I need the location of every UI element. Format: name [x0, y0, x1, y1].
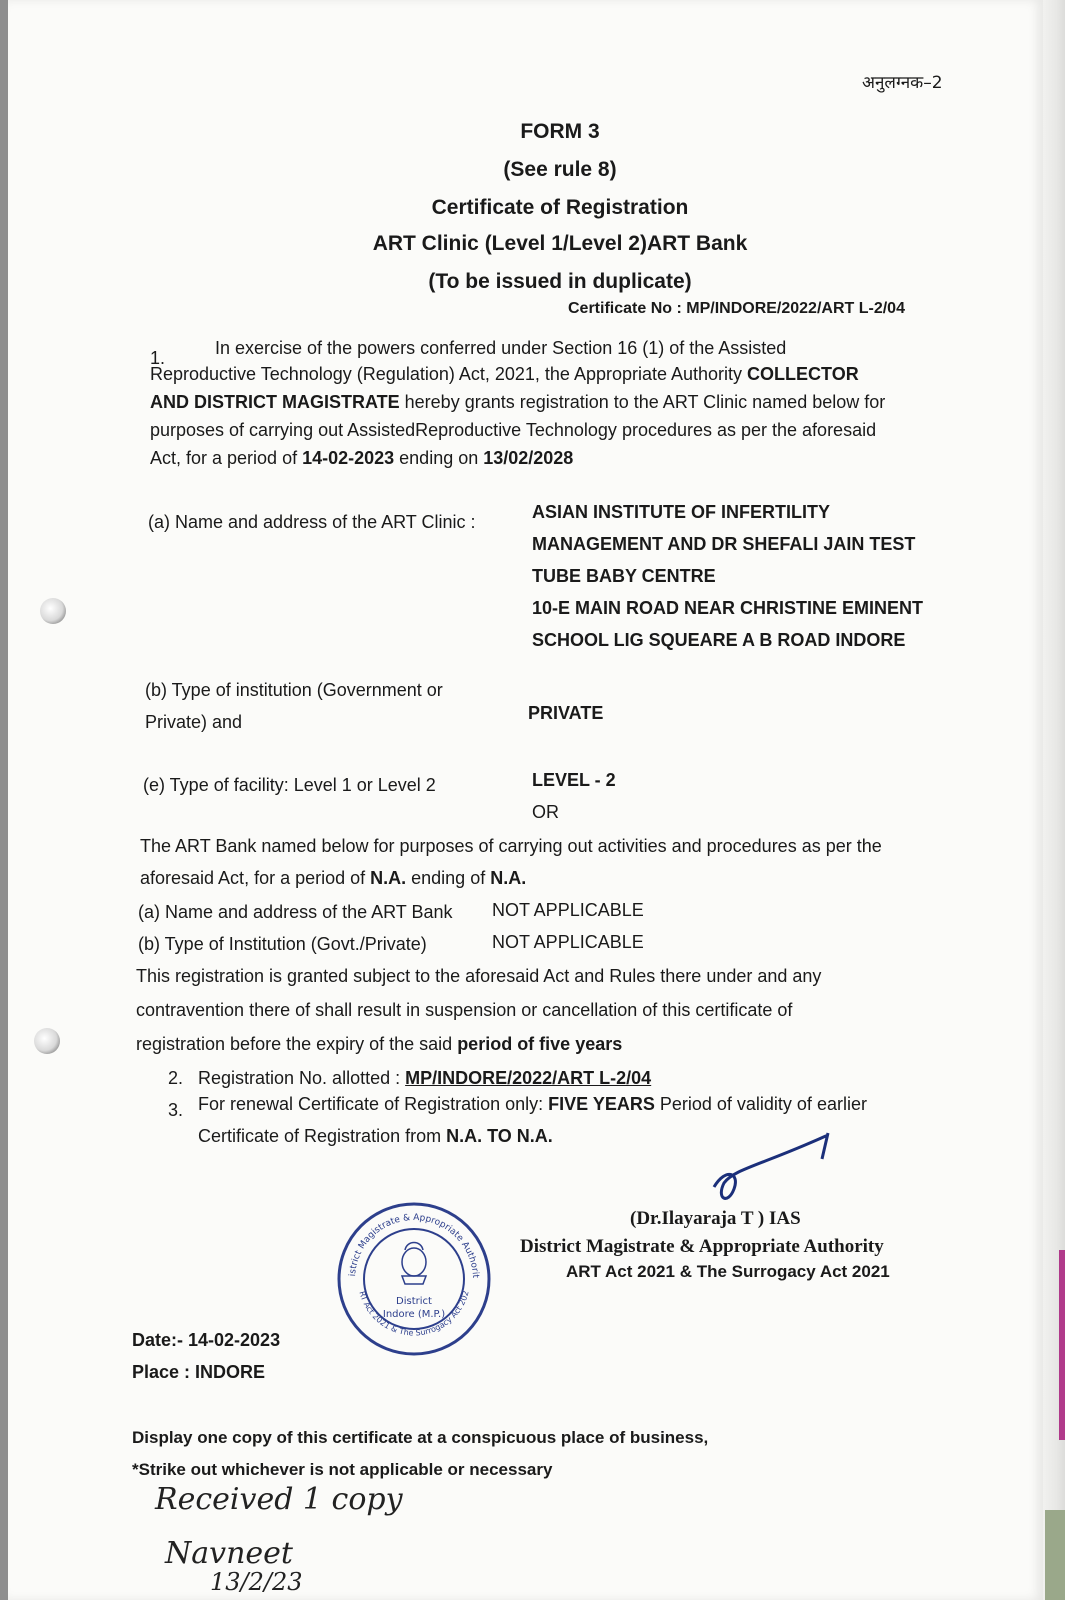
clinic-name-line: ASIAN INSTITUTE OF INFERTILITY: [532, 502, 830, 522]
bank-period-mid: ending of: [406, 868, 491, 888]
facility-type-value: LEVEL - 2: [532, 770, 616, 790]
para1-line3: [150, 392, 885, 413]
clinic-address-line: SCHOOL LIG SQUEARE A B ROAD INDORE: [532, 630, 906, 650]
handwritten-received: Received 1 copy: [155, 1482, 403, 1517]
punch-hole-top: [40, 598, 66, 624]
renewal-validity: FIVE YEARS: [548, 1094, 655, 1114]
or-label: OR: [532, 802, 559, 822]
item3-line2: [198, 1126, 553, 1147]
display-note: Display one copy of this certificate at a conspicuous place of business,: [132, 1428, 709, 1447]
bank-period-end: N.A.: [490, 868, 527, 888]
signatory-acts: ART Act 2021 & The Surrogacy Act 2021: [566, 1262, 890, 1281]
conditions-line3: [136, 1034, 622, 1055]
bank-type-value: NOT APPLICABLE: [492, 932, 644, 952]
seal-center-line2: Indore (M.P.): [382, 1309, 446, 1320]
duplicate-note: (To be issued in duplicate): [428, 270, 692, 293]
para1-number: 1.: [150, 348, 166, 368]
registration-no-label: Registration No. allotted :: [198, 1068, 406, 1088]
validity-period: period of five years: [457, 1034, 623, 1054]
issue-date: Date:- 14-02-2023: [132, 1330, 281, 1350]
institution-type-value: PRIVATE: [528, 703, 604, 723]
seal-center-line1: District: [396, 1296, 432, 1307]
bank-period-label: aforesaid Act, for a period of: [140, 868, 371, 888]
handwritten-name: Navneet: [165, 1536, 293, 1571]
certificate-title: Certificate of Registration: [431, 196, 689, 219]
para1-line2: [150, 364, 859, 385]
strike-note: *Strike out whichever is not applicable or necessary: [132, 1460, 553, 1479]
annexure-label: अनुलग्नक–2: [862, 73, 943, 93]
institution-type-label-2: Private) and: [145, 712, 243, 732]
renewal-from-label: Certificate of Registration from: [198, 1126, 447, 1146]
certificate-number: Certificate No : MP/INDORE/2022/ART L-2/04: [568, 300, 905, 317]
clinic-address-line: 10-E MAIN ROAD NEAR CHRISTINE EMINENT: [532, 598, 924, 618]
item2-number: 2.: [168, 1068, 184, 1088]
handwritten-date: 13/2/23: [210, 1568, 303, 1596]
signatory-designation: District Magistrate & Appropriate Authority: [520, 1236, 884, 1257]
authority-bold-2: AND DISTRICT MAGISTRATE: [150, 392, 400, 412]
bank-name-label: (a) Name and address of the ART Bank: [138, 902, 453, 922]
para1-line1: In exercise of the powers conferred under Section 16 (1) of the Assisted: [215, 338, 787, 358]
bank-name-value: NOT APPLICABLE: [492, 900, 644, 920]
period-mid: ending on: [394, 448, 484, 468]
clinic-name-line: MANAGEMENT AND DR SHEFALI JAIN TEST: [532, 534, 916, 554]
seal-bottom-text: RT Act 2021 & The Surrogacy Act 202: [357, 1289, 471, 1338]
period-start: 14-02-2023: [302, 448, 395, 468]
period-label: Act, for a period of: [150, 448, 303, 468]
item3-line1: [198, 1094, 867, 1115]
para1-line3-text: hereby grants registration to the ART Clinic named below for: [399, 392, 886, 412]
renewal-post: Period of validity of earlier: [654, 1094, 867, 1114]
clinic-name-label: (a) Name and address of the ART Clinic :: [148, 512, 476, 532]
conditions-line3-text: registration before the expiry of the said: [136, 1034, 458, 1054]
para1-line2-text: Reproductive Technology (Regulation) Act, 2021, the Appropriate Authority: [150, 364, 748, 384]
conditions-line1: This registration is granted subject to the aforesaid Act and Rules there under and any: [136, 966, 822, 986]
renewal-label: For renewal Certificate of Registration only:: [198, 1094, 549, 1114]
svg-text:District Magistrate & Appropri: [335, 1200, 480, 1279]
punch-hole-bottom: [34, 1028, 60, 1054]
period-end: 13/02/2028: [483, 448, 574, 468]
registration-no-value: MP/INDORE/2022/ART L-2/04: [405, 1068, 652, 1088]
signature-mark: [710, 1125, 850, 1215]
para1-line5: [150, 448, 573, 469]
rule-reference: (See rule 8): [503, 158, 617, 181]
bank-intro-line2: [140, 868, 526, 889]
pink-marker: [1059, 1250, 1065, 1440]
emblem-icon: [402, 1243, 426, 1285]
item2-line: [198, 1068, 651, 1089]
authority-bold: COLLECTOR: [747, 364, 859, 384]
signatory-name: (Dr.Ilayaraja T ) IAS: [630, 1208, 801, 1229]
bank-type-label: (b) Type of Institution (Govt./Private): [138, 934, 427, 954]
facility-type-label: (e) Type of facility: Level 1 or Level 2: [143, 775, 436, 795]
renewal-from-value: N.A. TO N.A.: [446, 1126, 553, 1146]
item3-number: 3.: [168, 1100, 184, 1120]
bank-period-start: N.A.: [370, 868, 407, 888]
form-number: FORM 3: [520, 120, 600, 143]
official-seal: [335, 1200, 493, 1358]
bank-intro-line1: The ART Bank named below for purposes of carrying out activities and procedures as per the: [140, 836, 882, 856]
conditions-line2: contravention there of shall result in suspension or cancellation of this certificate of: [136, 1000, 793, 1020]
institution-type-label: (b) Type of institution (Government or: [145, 680, 443, 700]
certificate-subtitle: ART Clinic (Level 1/Level 2)ART Bank: [372, 232, 748, 255]
seal-top-text: istrict Magistrate & Appropriate Authorit: [348, 1212, 481, 1279]
para1-line4: purposes of carrying out AssistedReproductive Technology procedures as per the aforesaid: [150, 420, 877, 440]
issue-place: Place : INDORE: [132, 1362, 266, 1382]
green-marker: [1045, 1510, 1065, 1600]
clinic-name-line: TUBE BABY CENTRE: [532, 566, 716, 586]
